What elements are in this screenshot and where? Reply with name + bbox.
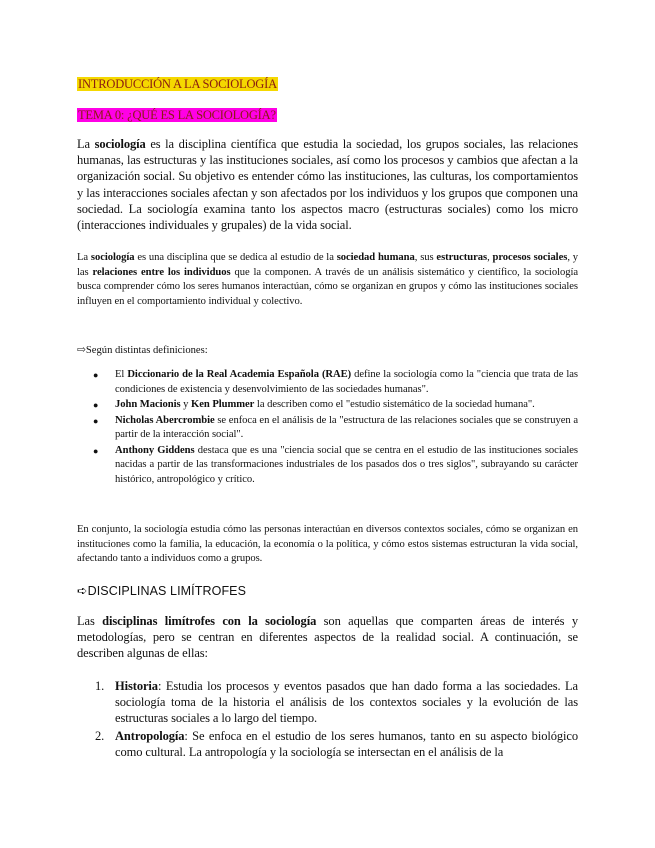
bold-term: Diccionario de la Real Academia Española (RAE) bbox=[127, 369, 352, 380]
list-item bbox=[77, 414, 578, 443]
bullet-icon: ● bbox=[93, 415, 99, 426]
text: que la componen. A través de un análisis sistemático y científico, la sociología busca comprender cómo los seres humanos interactúan, cómo se organizan en grupos y cómo las instituciones sociales influyen en el comportamiento individual y colectivo. bbox=[77, 266, 579, 307]
text: es una disciplina que se dedica al estudio de la bbox=[134, 252, 337, 263]
text: destaca que es una "ciencia social que se centra en el estudio de las instituciones sociales nacidas a partir de las transformaciones industriales de los pasados dos o tres siglos", subrayando su carácter histórico, antropológico y crítico. bbox=[115, 444, 578, 485]
text: la describen como el "estudio sistemático de la sociedad humana". bbox=[254, 399, 535, 410]
bold-term: sociología bbox=[90, 252, 135, 263]
bold-term: Historia bbox=[115, 679, 158, 693]
heading-introduccion bbox=[77, 77, 578, 92]
text: La bbox=[77, 252, 91, 263]
bold-term: relaciones entre los individuos bbox=[92, 266, 231, 278]
text: se enfoca en el análisis de la "estructura de las relaciones sociales que se construyen a partir de la interacción social". bbox=[115, 414, 578, 440]
text: es la disciplina científica que estudia la sociedad, los grupos sociales, las relaciones humanas, las estructuras y las instituciones sociales, así como los procesos y cambios que afectan a la organización social. Su objetivo es entender cómo las instituciones, las culturas, los comportamientos y las interacciones sociales afectan y son afectados por los individuos y los grupos que componen una sociedad. La sociología examina tanto los aspectos macro (estructuras sociales) como los micro (interacciones individuales y grupales) de la vida social. bbox=[77, 137, 579, 233]
list-item bbox=[77, 728, 578, 760]
bold-term: Anthony Giddens bbox=[115, 444, 195, 456]
bullet-icon: ● bbox=[93, 370, 99, 380]
list-item bbox=[77, 368, 578, 397]
text: define la sociología como la "ciencia que trata de las condiciones de existencia y desenvolvimiento de las sociedades humanas". bbox=[115, 369, 578, 395]
bold-term: Ken Plummer bbox=[191, 399, 255, 410]
bullet-icon: ● bbox=[93, 445, 99, 456]
paragraph-summary: En conjunto, la sociología estudia cómo las personas interactúan en diversos contextos sociales, cómo se organizan en instituciones como la familia, la educación, la economía o la política, y cómo estos sistemas estructuran la vida social, afectando tanto a individuos como a grupos. bbox=[77, 524, 578, 564]
text: , bbox=[487, 252, 493, 263]
paragraph-disciplinas-intro bbox=[77, 613, 578, 662]
bold-term: disciplinas limítrofes con la sociología bbox=[102, 614, 317, 628]
heading-disciplinas-limitrofes: ➪DISCIPLINAS LIMÍTROFES bbox=[77, 584, 247, 598]
text: La bbox=[77, 137, 95, 151]
text: : Estudia los procesos y eventos pasados que han dado forma a las sociedades. La sociología toma de la historia el análisis de los contextos sociales y la evolución de las estructuras sociales a lo largo del tiempo. bbox=[115, 679, 578, 726]
list-item bbox=[77, 444, 578, 488]
text: y bbox=[180, 399, 192, 410]
list-number: 1. bbox=[95, 679, 105, 693]
bold-term: procesos sociales bbox=[492, 252, 568, 263]
bold-term: John Macionis bbox=[115, 399, 181, 410]
bold-term: Nicholas Abercrombie bbox=[115, 414, 215, 426]
bold-term: sociedad humana bbox=[336, 252, 415, 263]
text: : Se enfoca en el estudio de los seres humanos, tanto en su aspecto biológico como cultural. La antropología y la sociología se intersectan en el análisis de la bbox=[115, 728, 578, 759]
heading-tema-0 bbox=[77, 108, 578, 123]
text: , y las bbox=[77, 252, 578, 278]
list-item bbox=[77, 678, 578, 727]
text: Las bbox=[77, 614, 103, 628]
definitions-intro: ⇨Según distintas definiciones: bbox=[77, 345, 208, 356]
text: son aquellas que comparten áreas de interés y metodologías, pero se centran en diferentes aspectos de la realidad social. A continuación, se describen algunas de ellas: bbox=[77, 614, 578, 661]
paragraph-definition-main bbox=[77, 136, 578, 233]
list-item bbox=[77, 398, 578, 413]
heading-introduccion-text: INTRODUCCIÓN A LA SOCIOLOGÍA bbox=[78, 77, 277, 91]
text: El bbox=[115, 369, 128, 380]
list-number: 2. bbox=[95, 728, 105, 743]
bold-term: sociología bbox=[94, 137, 146, 151]
definitions-list bbox=[77, 368, 578, 488]
paragraph-definition-secondary bbox=[77, 251, 578, 309]
text: , sus bbox=[414, 252, 437, 263]
heading-tema-0-text: TEMA 0: ¿QUÉ ES LA SOCIOLOGÍA? bbox=[78, 108, 276, 122]
bullet-icon: ● bbox=[93, 400, 99, 410]
disciplinas-list bbox=[77, 678, 578, 761]
bold-term: Antropología bbox=[115, 728, 185, 743]
bold-term: estructuras bbox=[436, 252, 488, 263]
